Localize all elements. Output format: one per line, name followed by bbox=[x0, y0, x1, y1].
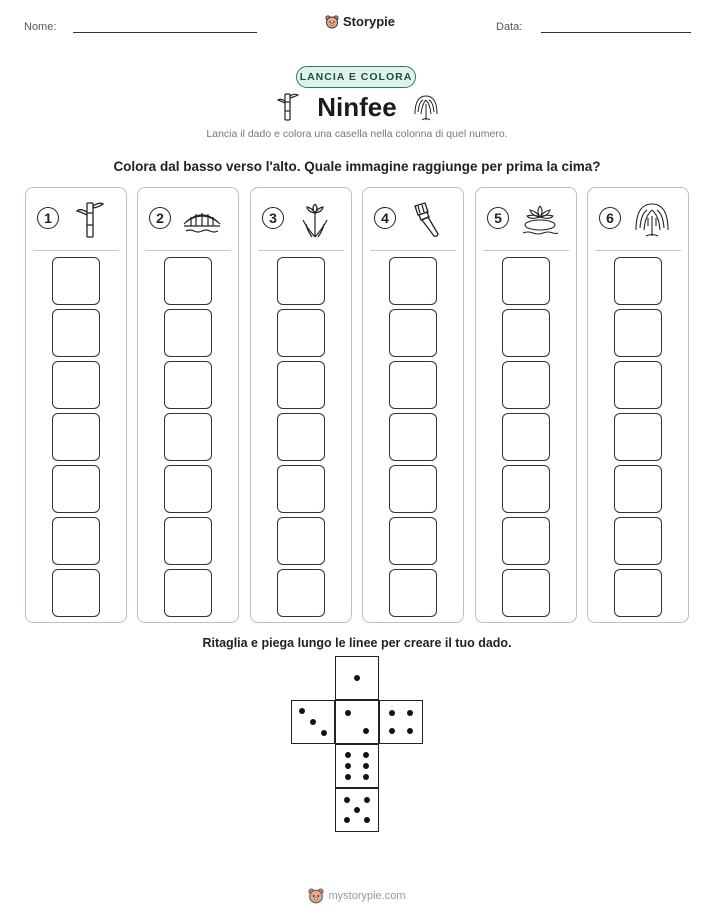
die-pip bbox=[389, 710, 395, 716]
bear-face-icon bbox=[325, 15, 339, 29]
color-cell[interactable] bbox=[502, 361, 550, 409]
name-label: Nome: bbox=[24, 21, 57, 33]
willow-tree-icon bbox=[632, 200, 672, 240]
water-lily-icon bbox=[520, 200, 560, 240]
color-cell[interactable] bbox=[614, 309, 662, 357]
color-cell[interactable] bbox=[502, 465, 550, 513]
die-pip bbox=[354, 807, 360, 813]
color-cell[interactable] bbox=[277, 569, 325, 617]
color-cell[interactable] bbox=[389, 361, 437, 409]
die-pip bbox=[363, 774, 369, 780]
color-cell[interactable] bbox=[389, 413, 437, 461]
bamboo-icon bbox=[70, 200, 110, 240]
column-number: 6 bbox=[599, 207, 621, 229]
date-line[interactable] bbox=[541, 32, 691, 33]
color-cell[interactable] bbox=[502, 257, 550, 305]
die-face-1 bbox=[335, 656, 379, 700]
subtitle: Lancia il dado e colora una casella nella colonna di quel numero. bbox=[206, 128, 508, 140]
paintbrush-icon bbox=[407, 200, 447, 240]
color-cell[interactable] bbox=[614, 413, 662, 461]
color-cell[interactable] bbox=[52, 309, 100, 357]
column-number: 5 bbox=[487, 207, 509, 229]
die-pip bbox=[363, 728, 369, 734]
color-cell[interactable] bbox=[389, 569, 437, 617]
color-cell[interactable] bbox=[277, 309, 325, 357]
die-pip bbox=[364, 797, 370, 803]
color-cell[interactable] bbox=[164, 517, 212, 565]
column-number: 2 bbox=[149, 207, 171, 229]
activity-badge: LANCIA E COLORA bbox=[296, 66, 416, 88]
color-cell[interactable] bbox=[389, 465, 437, 513]
iris-flower-icon bbox=[295, 200, 335, 240]
color-cell[interactable] bbox=[502, 413, 550, 461]
color-cell[interactable] bbox=[389, 517, 437, 565]
column-divider bbox=[370, 250, 456, 251]
color-cell[interactable] bbox=[277, 257, 325, 305]
color-cell[interactable] bbox=[164, 569, 212, 617]
column-4 bbox=[362, 187, 464, 623]
die-face-4 bbox=[379, 700, 423, 744]
bridge-icon bbox=[182, 200, 222, 240]
color-cell[interactable] bbox=[164, 309, 212, 357]
dice-instruction: Ritaglia e piega lungo le linee per creare il tuo dado. bbox=[202, 636, 512, 650]
willow-tree-icon bbox=[411, 92, 441, 122]
footer-url[interactable]: mystorypie.com bbox=[328, 890, 406, 902]
die-face-6 bbox=[335, 744, 379, 788]
die-pip bbox=[321, 730, 327, 736]
color-cell[interactable] bbox=[614, 569, 662, 617]
die-pip bbox=[345, 763, 351, 769]
color-cell[interactable] bbox=[502, 517, 550, 565]
die-pip bbox=[354, 675, 360, 681]
game-instruction: Colora dal basso verso l'alto. Quale immagine raggiunge per prima la cima? bbox=[113, 159, 601, 174]
die-face-3 bbox=[291, 700, 335, 744]
color-cell[interactable] bbox=[164, 361, 212, 409]
color-cell[interactable] bbox=[164, 257, 212, 305]
color-cell[interactable] bbox=[614, 257, 662, 305]
die-pip bbox=[299, 708, 305, 714]
die-pip bbox=[389, 728, 395, 734]
die-pip bbox=[407, 728, 413, 734]
die-pip bbox=[363, 752, 369, 758]
column-6 bbox=[587, 187, 689, 623]
column-divider bbox=[258, 250, 344, 251]
date-label: Data: bbox=[496, 21, 523, 33]
die-pip bbox=[407, 710, 413, 716]
column-2 bbox=[137, 187, 239, 623]
column-number: 1 bbox=[37, 207, 59, 229]
color-cell[interactable] bbox=[52, 517, 100, 565]
column-divider bbox=[145, 250, 231, 251]
color-cell[interactable] bbox=[389, 257, 437, 305]
column-number: 3 bbox=[262, 207, 284, 229]
color-cell[interactable] bbox=[277, 465, 325, 513]
column-divider bbox=[33, 250, 119, 251]
column-divider bbox=[595, 250, 681, 251]
die-pip bbox=[310, 719, 316, 725]
color-cell[interactable] bbox=[502, 569, 550, 617]
die-pip bbox=[344, 797, 350, 803]
color-cell[interactable] bbox=[52, 361, 100, 409]
color-cell[interactable] bbox=[614, 465, 662, 513]
die-pip bbox=[363, 763, 369, 769]
color-cell[interactable] bbox=[277, 413, 325, 461]
die-face-2 bbox=[335, 700, 379, 744]
color-cell[interactable] bbox=[164, 465, 212, 513]
brand-name: Storypie bbox=[343, 14, 396, 29]
die-pip bbox=[345, 774, 351, 780]
color-cell[interactable] bbox=[614, 517, 662, 565]
color-cell[interactable] bbox=[164, 413, 212, 461]
color-cell[interactable] bbox=[389, 309, 437, 357]
die-pip bbox=[364, 817, 370, 823]
color-cell[interactable] bbox=[52, 465, 100, 513]
column-number: 4 bbox=[374, 207, 396, 229]
column-5 bbox=[475, 187, 577, 623]
die-pip bbox=[345, 710, 351, 716]
color-cell[interactable] bbox=[52, 257, 100, 305]
die-pip bbox=[344, 817, 350, 823]
page-title: Ninfee bbox=[317, 92, 397, 122]
die-face-5 bbox=[335, 788, 379, 832]
color-cell[interactable] bbox=[614, 361, 662, 409]
bear-face-icon bbox=[308, 888, 324, 904]
brand-logo bbox=[325, 14, 395, 29]
color-cell[interactable] bbox=[277, 517, 325, 565]
name-line[interactable] bbox=[73, 32, 257, 33]
column-1 bbox=[25, 187, 127, 623]
color-cell[interactable] bbox=[52, 569, 100, 617]
column-divider bbox=[483, 250, 569, 251]
column-3 bbox=[250, 187, 352, 623]
color-cell[interactable] bbox=[502, 309, 550, 357]
footer bbox=[0, 888, 714, 904]
color-cell[interactable] bbox=[52, 413, 100, 461]
die-pip bbox=[345, 752, 351, 758]
color-cell[interactable] bbox=[277, 361, 325, 409]
